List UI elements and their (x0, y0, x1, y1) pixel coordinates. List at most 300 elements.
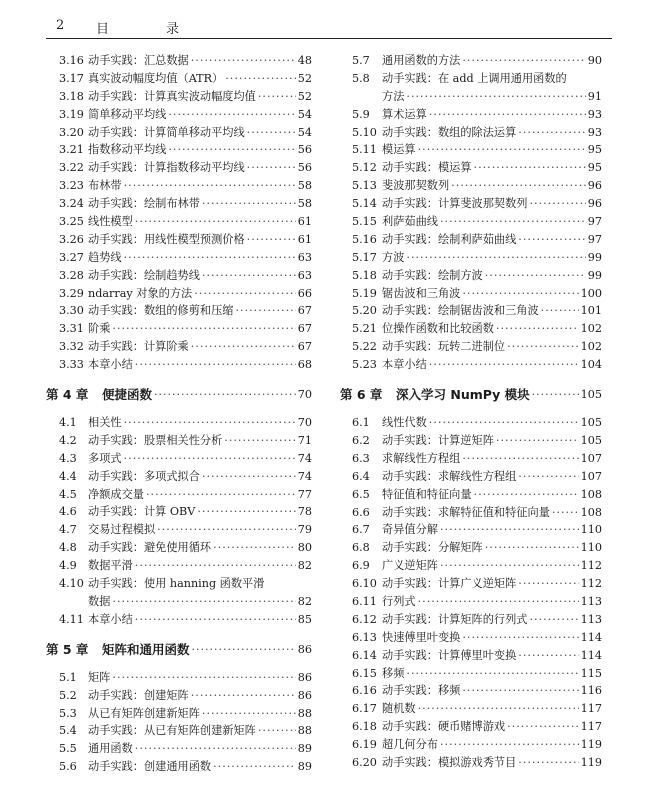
toc-entry[interactable] (50, 267, 312, 285)
dot-leader (112, 320, 295, 338)
toc-entry[interactable] (50, 213, 312, 231)
section-title: 动手实践：计算广义逆矩阵 (382, 577, 517, 591)
section-title: 本章小结 (382, 358, 427, 372)
section-title: 动手实践：硬币赌博游戏 (382, 720, 506, 734)
dot-leader (202, 468, 296, 486)
dot-leader (462, 450, 578, 468)
section-title: 交易过程模拟 (88, 523, 156, 537)
toc-entry[interactable] (344, 70, 602, 106)
page-ref: 104 (580, 358, 602, 372)
section-number: 6.19 (352, 738, 377, 752)
toc-right-column (340, 52, 602, 772)
page-ref: 67 (297, 304, 312, 318)
toc-entry[interactable] (50, 722, 312, 740)
toc-chapter-heading[interactable] (46, 635, 312, 665)
section-number: 6.13 (352, 630, 377, 644)
dot-leader (154, 380, 296, 410)
page-ref: 89 (297, 760, 312, 774)
toc-entry[interactable] (50, 521, 312, 539)
section-number: 5.1 (59, 670, 77, 684)
toc-entry[interactable] (50, 450, 312, 468)
section-number: 5.8 (352, 71, 370, 85)
page-ref: 114 (580, 648, 602, 662)
section-number: 3.33 (59, 358, 84, 372)
dot-leader (496, 320, 579, 338)
toc-entry[interactable] (344, 432, 602, 450)
section-title: 线性代数 (382, 416, 427, 430)
dot-leader (507, 338, 579, 356)
page-ref: 119 (580, 738, 602, 752)
page-ref: 56 (297, 143, 312, 157)
page-ref: 54 (297, 107, 312, 121)
toc-entry[interactable] (50, 468, 312, 486)
section-title: 动手实践：求解特征值和特征向量 (382, 505, 550, 519)
dot-leader (192, 635, 296, 665)
toc-entry[interactable] (344, 285, 602, 303)
section-number: 5.12 (352, 161, 377, 175)
page-ref: 70 (297, 388, 312, 402)
toc-entry[interactable] (344, 177, 602, 195)
page-ref: 112 (580, 559, 602, 573)
section-number: 3.30 (59, 304, 84, 318)
section-title: 动手实践：绘制方波 (382, 268, 483, 282)
section-number: 6.7 (352, 523, 370, 537)
toc-chapter-heading[interactable] (340, 380, 602, 410)
dot-leader (197, 503, 295, 521)
dot-leader (247, 159, 296, 177)
section-number: 3.26 (59, 232, 84, 246)
section-title: 动手实践：数组的除法运算 (382, 125, 517, 139)
dot-leader (518, 231, 585, 249)
page-ref: 114 (580, 630, 602, 644)
section-title-continued: 方法 (382, 89, 405, 103)
chapter-number: 第 5 章 (46, 641, 89, 657)
page-ref: 115 (580, 666, 602, 680)
section-number: 5.17 (352, 250, 377, 264)
page-ref: 82 (297, 594, 312, 608)
dot-leader (124, 177, 296, 195)
page-ref: 63 (297, 268, 312, 282)
section-title: 锯齿波和三角波 (382, 286, 461, 300)
dot-leader (440, 736, 579, 754)
dot-leader (518, 124, 585, 142)
section-title: 动手实践：计算 OBV (88, 505, 196, 519)
section-title: 简单移动平均线 (88, 107, 167, 121)
page-ref: 102 (580, 322, 602, 336)
section-number: 5.13 (352, 179, 377, 193)
page-ref: 79 (297, 523, 312, 537)
toc-entry[interactable] (50, 52, 312, 70)
page-ref: 107 (580, 469, 602, 483)
page-ref: 89 (297, 742, 312, 756)
page-ref: 117 (580, 720, 602, 734)
toc-entry[interactable] (344, 356, 602, 374)
page-ref: 82 (297, 559, 312, 573)
dot-leader (135, 740, 296, 758)
dot-leader (235, 302, 295, 320)
toc-entry[interactable] (344, 700, 602, 718)
dot-leader (157, 521, 296, 539)
dot-leader (124, 249, 296, 267)
section-number: 3.21 (59, 143, 84, 157)
toc-entry[interactable] (344, 213, 602, 231)
section-number: 3.22 (59, 161, 84, 175)
toc-entry[interactable] (50, 70, 312, 88)
dot-leader (474, 486, 579, 504)
toc-entry[interactable] (344, 159, 602, 177)
section-title: 动手实践：计算简单移动平均线 (88, 125, 245, 139)
toc-entry[interactable] (344, 338, 602, 356)
toc-left-column (46, 52, 312, 776)
section-number: 5.2 (59, 688, 77, 702)
section-number: 5.11 (352, 143, 377, 157)
section-number: 5.4 (59, 724, 77, 738)
entry-line (344, 70, 602, 88)
section-title: 动手实践：计算傅里叶变换 (382, 648, 517, 662)
chapter-number: 第 6 章 (340, 387, 383, 403)
dot-leader (532, 380, 579, 410)
section-title: 本章小结 (88, 612, 133, 626)
section-number: 4.4 (59, 469, 77, 483)
section-title: 通用函数的方法 (382, 54, 461, 67)
section-title: 动手实践：移频 (382, 684, 461, 698)
toc-entry[interactable] (50, 432, 312, 450)
toc-entry[interactable] (344, 231, 602, 249)
section-title: 动手实践：创建通用函数 (88, 760, 212, 774)
toc-entry[interactable] (50, 124, 312, 142)
page-ref: 116 (580, 684, 602, 698)
toc-entry[interactable] (344, 141, 602, 159)
page-ref: 93 (587, 125, 602, 139)
section-number: 3.29 (59, 286, 84, 300)
dot-leader (518, 754, 578, 772)
section-title: 动手实践：模拟游戏秀节目 (382, 755, 517, 769)
dot-leader (406, 88, 585, 106)
toc-entry[interactable] (344, 302, 602, 320)
dot-leader (541, 302, 579, 320)
section-title: 利萨茹曲线 (382, 215, 438, 229)
section-number: 4.11 (59, 612, 84, 626)
page-ref: 52 (297, 71, 312, 85)
toc-entry[interactable] (50, 356, 312, 374)
toc-entry[interactable] (344, 718, 602, 736)
header-title: 目 录 (96, 22, 202, 37)
page-ref: 66 (297, 286, 312, 300)
toc-entry[interactable] (344, 450, 602, 468)
page-ref: 117 (580, 702, 602, 716)
section-title: 动手实践：股票相关性分析 (88, 433, 223, 447)
toc-entry[interactable] (344, 539, 602, 557)
toc-entry[interactable] (50, 486, 312, 504)
toc-entry[interactable] (50, 159, 312, 177)
toc-entry[interactable] (344, 575, 602, 593)
page-ref: 113 (580, 612, 602, 626)
dot-leader (168, 106, 295, 124)
section-title: 动手实践：绘制锯齿波和三角波 (382, 304, 539, 318)
toc-entry[interactable] (50, 705, 312, 723)
section-number: 3.23 (59, 179, 84, 193)
page-ref: 119 (580, 755, 602, 769)
toc-entry[interactable] (50, 249, 312, 267)
section-number: 6.20 (352, 755, 377, 769)
dot-leader (440, 213, 586, 231)
section-number: 5.20 (352, 304, 377, 318)
toc-entry[interactable] (344, 468, 602, 486)
page-ref: 105 (580, 416, 602, 430)
dot-leader (247, 124, 296, 142)
section-title: 布林带 (88, 179, 122, 193)
section-title: 动手实践：模运算 (382, 161, 472, 175)
section-number: 5.5 (59, 742, 77, 756)
section-number: 6.15 (352, 666, 377, 680)
toc-entry[interactable] (50, 539, 312, 557)
section-title: 本章小结 (88, 358, 133, 372)
section-title: 动手实践：避免使用循环 (88, 541, 212, 555)
section-title: 动手实践：计算逆矩阵 (382, 433, 494, 447)
section-title: 动手实践：绘制布林带 (88, 197, 200, 211)
page-ref: 100 (580, 286, 602, 300)
section-number: 4.8 (59, 541, 77, 555)
section-number: 4.2 (59, 433, 77, 447)
dot-leader (135, 611, 296, 629)
dot-leader (258, 88, 296, 106)
page-ref: 48 (297, 54, 312, 67)
section-title: 方波 (382, 250, 405, 264)
dot-leader (247, 231, 296, 249)
section-title: 动手实践：求解线性方程组 (382, 469, 517, 483)
section-title: 动手实践：汇总数据 (88, 54, 189, 67)
page-ref: 54 (297, 125, 312, 139)
toc-entry[interactable] (50, 141, 312, 159)
toc-entry[interactable] (50, 557, 312, 575)
page-ref: 91 (587, 89, 602, 103)
dot-leader (429, 106, 586, 124)
dot-leader (518, 468, 578, 486)
toc-entry[interactable] (344, 106, 602, 124)
section-title: 奇异值分解 (382, 523, 438, 537)
page-ref: 74 (297, 469, 312, 483)
page-ref: 105 (580, 388, 602, 402)
section-number: 5.15 (352, 215, 377, 229)
section-number: 3.27 (59, 250, 84, 264)
page-ref: 110 (580, 541, 602, 555)
toc-entry[interactable] (50, 231, 312, 249)
toc-entry[interactable] (344, 629, 602, 647)
dot-leader (429, 356, 579, 374)
toc-entry[interactable] (50, 106, 312, 124)
dot-leader (191, 338, 296, 356)
dot-leader (518, 575, 578, 593)
section-number: 6.11 (352, 594, 377, 608)
section-number: 3.19 (59, 107, 84, 121)
section-title: 动手实践：多项式拟合 (88, 469, 200, 483)
toc-entry[interactable] (344, 647, 602, 665)
section-number: 5.21 (352, 322, 377, 336)
toc-entry[interactable] (344, 521, 602, 539)
page-ref: 113 (580, 594, 602, 608)
section-number: 5.16 (352, 232, 377, 246)
section-number: 3.25 (59, 215, 84, 229)
page-ref: 112 (580, 577, 602, 591)
section-title: 行列式 (382, 594, 416, 608)
chapter-number: 第 4 章 (46, 387, 89, 403)
section-title: 动手实践：绘制趋势线 (88, 268, 200, 282)
dot-leader (529, 611, 578, 629)
section-number: 5.10 (352, 125, 377, 139)
toc-entry[interactable] (50, 195, 312, 213)
chapter-title: 深入学习 NumPy 模块 (396, 387, 530, 403)
section-title: ndarray 对象的方法 (88, 286, 193, 300)
toc-entry[interactable] (344, 682, 602, 700)
section-title: 多项式 (88, 451, 122, 465)
section-title: 动手实践：创建矩阵 (88, 688, 189, 702)
toc-entry[interactable] (50, 687, 312, 705)
dot-leader (135, 356, 296, 374)
toc-entry[interactable] (344, 504, 602, 522)
dot-leader (213, 539, 296, 557)
section-title: 净额成交量 (88, 487, 144, 501)
section-number: 4.7 (59, 523, 77, 537)
section-number: 4.5 (59, 487, 77, 501)
dot-leader (418, 141, 586, 159)
dot-leader (518, 647, 578, 665)
page-ref: 58 (297, 179, 312, 193)
section-number: 4.1 (59, 416, 77, 430)
page-ref: 68 (297, 358, 312, 372)
toc-entry[interactable] (50, 320, 312, 338)
toc-entry[interactable] (344, 593, 602, 611)
dot-leader (507, 718, 579, 736)
section-number: 5.9 (352, 107, 370, 121)
dot-leader (440, 521, 579, 539)
page-ref: 86 (297, 670, 312, 684)
toc-entry[interactable] (344, 195, 602, 213)
section-number: 6.4 (352, 469, 370, 483)
dot-leader (258, 722, 296, 740)
dot-leader (462, 682, 578, 700)
toc-entry[interactable] (344, 557, 602, 575)
section-title: 动手实践：用线性模型预测价格 (88, 232, 245, 246)
section-number: 6.1 (352, 416, 370, 430)
toc-entry[interactable] (344, 414, 602, 432)
toc-entry[interactable] (50, 575, 312, 611)
toc-entry[interactable] (344, 486, 602, 504)
dot-leader (168, 141, 295, 159)
section-number: 3.18 (59, 89, 84, 103)
section-title: 动手实践：计算斐波那契数列 (382, 197, 528, 211)
page-ref: 101 (580, 304, 602, 318)
toc-entry[interactable] (50, 611, 312, 629)
section-title: 动手实践：计算矩阵的行列式 (382, 612, 528, 626)
section-title: 动手实践：计算真实波动幅度均值 (88, 89, 256, 103)
entry-line (50, 593, 312, 611)
page-ref: 70 (297, 416, 312, 430)
section-number: 6.16 (352, 684, 377, 698)
dot-leader (485, 539, 579, 557)
section-number: 6.8 (352, 541, 370, 555)
section-number: 6.14 (352, 648, 377, 662)
toc-entry[interactable] (50, 302, 312, 320)
toc-entry[interactable] (344, 249, 602, 267)
dot-leader (440, 557, 579, 575)
section-number: 6.12 (352, 612, 377, 626)
toc-entry[interactable] (344, 665, 602, 683)
toc-entry[interactable] (344, 267, 602, 285)
page-ref: 90 (587, 54, 602, 67)
toc-entry[interactable] (344, 124, 602, 142)
section-number: 5.22 (352, 340, 377, 354)
section-title: 随机数 (382, 702, 416, 716)
page-ref: 88 (297, 724, 312, 738)
page-ref: 96 (587, 179, 602, 193)
section-title: 相关性 (88, 416, 122, 430)
page-ref: 78 (297, 505, 312, 519)
page-number: 2 (56, 18, 65, 33)
toc-entry[interactable] (50, 177, 312, 195)
page-ref: 95 (587, 143, 602, 157)
section-number: 6.17 (352, 702, 377, 716)
section-title: 动手实践：分解矩阵 (382, 541, 483, 555)
toc-entry[interactable] (344, 611, 602, 629)
dot-leader (552, 504, 579, 522)
dot-leader (146, 486, 296, 504)
chapter-title: 矩阵和通用函数 (102, 641, 190, 657)
toc-entry[interactable] (50, 669, 312, 687)
dot-leader (124, 450, 296, 468)
toc-entry[interactable] (344, 754, 602, 772)
toc-entry[interactable] (50, 414, 312, 432)
dot-leader (202, 267, 296, 285)
page-ref: 99 (587, 250, 602, 264)
section-number: 6.10 (352, 577, 377, 591)
toc-entry[interactable] (50, 503, 312, 521)
toc-entry[interactable] (344, 52, 602, 70)
section-number: 6.3 (352, 451, 370, 465)
dot-leader (474, 159, 586, 177)
chapter-title: 便捷函数 (102, 387, 153, 403)
dot-leader (529, 195, 585, 213)
section-number: 3.31 (59, 322, 84, 336)
page-ref: 85 (297, 612, 312, 626)
section-number: 6.6 (352, 505, 370, 519)
toc-entry[interactable] (344, 736, 602, 754)
section-title: 矩阵 (88, 670, 111, 684)
section-number: 3.32 (59, 340, 84, 354)
section-title: 动手实践：数组的修剪和压缩 (88, 304, 234, 318)
page-ref: 77 (297, 487, 312, 501)
section-number: 5.23 (352, 358, 377, 372)
section-title: 指数移动平均线 (88, 143, 167, 157)
dot-leader (451, 177, 586, 195)
toc-entry[interactable] (50, 88, 312, 106)
dot-leader (194, 285, 296, 303)
toc-entry[interactable] (50, 758, 312, 776)
toc-entry[interactable] (50, 338, 312, 356)
section-title: 算术运算 (382, 107, 427, 121)
page-ref: 61 (297, 215, 312, 229)
section-number: 5.7 (352, 54, 370, 67)
section-title: 动手实践：计算阶乘 (88, 340, 189, 354)
dot-leader (224, 432, 295, 450)
toc-entry[interactable] (344, 320, 602, 338)
section-title: 移频 (382, 666, 405, 680)
section-number: 6.5 (352, 487, 370, 501)
toc-chapter-heading[interactable] (46, 380, 312, 410)
section-title: 数据平滑 (88, 559, 133, 573)
page-ref: 56 (297, 161, 312, 175)
toc-entry[interactable] (50, 740, 312, 758)
toc-entry[interactable] (50, 285, 312, 303)
